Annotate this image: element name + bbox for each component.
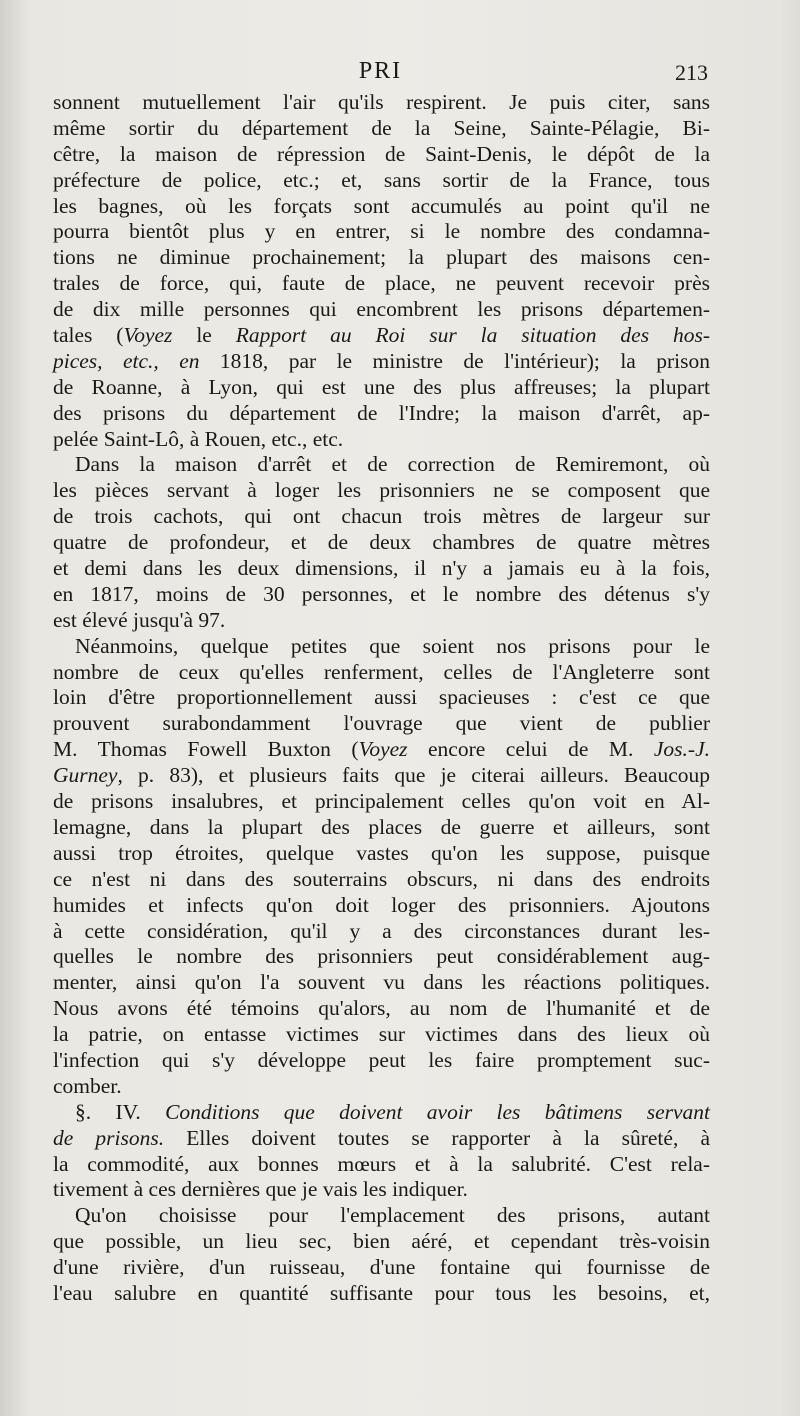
text-line: humides et infects qu'on doit loger des prisonniers. Ajoutons	[53, 892, 710, 917]
text-line	[53, 763, 710, 789]
text-line: lemagne, dans la plupart des places de guerre et ailleurs, sont	[53, 814, 710, 839]
text-run: Elles doivent toutes se rapporter à la sûreté, à	[164, 1125, 710, 1150]
text-line	[53, 1126, 710, 1152]
body-text	[53, 90, 710, 1307]
text-line: est élevé jusqu'à 97.	[53, 607, 226, 632]
text-line: de trois cachots, qui ont chacun trois mètres de largeur sur	[53, 504, 710, 529]
italic-text: Voyez	[123, 323, 173, 348]
text-run: tales (	[53, 323, 124, 348]
text-line: la commodité, aux bonnes mœurs et à la salubrité. C'est rela-	[53, 1151, 710, 1176]
text-line: pourra bientôt plus y en entrer, si le nombre des condamna-	[53, 219, 710, 244]
italic-text: Rapport au Roi sur la situation des hos-	[235, 323, 710, 348]
text-line: quatre de profondeur, et de deux chambres de quatre mètres	[53, 530, 710, 555]
text-line	[53, 349, 710, 375]
text-run: 1818, par le ministre de l'intérieur); la prison	[199, 348, 711, 373]
text-line: nombre de ceux qu'elles renferment, celles de l'Angleterre sont	[53, 659, 710, 684]
text-line: tivement à ces dernières que je vais les indiquer.	[53, 1177, 468, 1202]
text-line: quelles le nombre des prisonniers peut considérablement aug-	[53, 944, 710, 969]
text-line: aussi trop étroites, quelque vastes qu'on les suppose, puisque	[53, 840, 710, 865]
text-line: sonnent mutuellement l'air qu'ils respirent. Je puis citer, sans	[53, 90, 710, 114]
text-line: Nous avons été témoins qu'alors, au nom de l'humanité et de	[53, 996, 710, 1021]
italic-text: Conditions que doivent avoir les bâtimens servant	[165, 1099, 710, 1124]
text-line: prouvent surabondamment l'ouvrage que vient de publier	[53, 711, 710, 736]
text-line: l'infection qui s'y développe peut les faire promptement suc-	[53, 1047, 710, 1072]
italic-text: Jos.-J.	[653, 737, 710, 762]
text-line: la patrie, on entasse victimes sur victimes dans des lieux où	[53, 1022, 710, 1047]
text-run: encore celui de M.	[407, 737, 654, 762]
text-line: Néanmoins, quelque petites que soient nos prisons pour le	[75, 633, 710, 658]
italic-text: pices, etc., en	[53, 348, 200, 373]
text-run: §. IV.	[75, 1099, 166, 1124]
text-line	[53, 737, 710, 763]
text-line: menter, ainsi qu'on l'a souvent vu dans les réactions politiques.	[53, 970, 710, 995]
text-line: loin d'être proportionnellement aussi spacieuses : c'est ce que	[53, 685, 710, 710]
text-run: M. Thomas Fowell Buxton (	[53, 737, 359, 762]
text-line: de Roanne, à Lyon, qui est une des plus affreuses; la plupart	[53, 374, 710, 399]
text-line: trales de force, qui, faute de place, ne peuvent recevoir près	[53, 271, 710, 296]
text-line: à cette considération, qu'il y a des circonstances durant les-	[53, 918, 710, 943]
page-number: 213	[675, 60, 708, 85]
text-line: et demi dans les deux dimensions, il n'y a jamais eu à la fois,	[53, 556, 710, 581]
text-line: pelée Saint-Lô, à Rouen, etc., etc.	[53, 426, 344, 451]
italic-text: Gurney	[53, 763, 118, 788]
text-line: que possible, un lieu sec, bien aéré, et cependant très-voisin	[53, 1229, 710, 1254]
text-line: cêtre, la maison de répression de Saint-Denis, le dépôt de la	[53, 141, 710, 166]
text-line: Qu'on choisisse pour l'emplacement des prisons, autant	[75, 1203, 710, 1228]
text-line: ce n'est ni dans des souterrains obscurs, ni dans des endroits	[53, 866, 710, 891]
text-line	[53, 323, 710, 349]
italic-text: de prisons.	[53, 1125, 165, 1150]
running-title: PRI	[358, 58, 403, 84]
text-line: en 1817, moins de 30 personnes, et le nombre des détenus s'y	[53, 581, 710, 606]
page-header	[53, 58, 708, 90]
text-line: de prisons insalubres, et principalement celles qu'on voit en Al-	[53, 789, 710, 814]
text-line: les pièces servant à loger les prisonniers ne se composent que	[53, 478, 710, 503]
text-line	[53, 1100, 710, 1126]
text-run: le	[172, 323, 236, 348]
text-line: comber.	[53, 1073, 122, 1098]
text-run: , p. 83), et plusieurs faits que je citerai ailleurs. Beaucoup	[117, 763, 710, 788]
text-line: d'une rivière, d'un ruisseau, d'une fontaine qui fournisse de	[53, 1255, 710, 1280]
text-line: Dans la maison d'arrêt et de correction de Remiremont, où	[75, 452, 710, 477]
text-line: préfecture de police, etc.; et, sans sortir de la France, tous	[53, 167, 710, 192]
text-line: les bagnes, où les forçats sont accumulés au point qu'il ne	[53, 193, 710, 218]
text-line: des prisons du département de l'Indre; la maison d'arrêt, ap-	[53, 400, 710, 425]
text-line: de dix mille personnes qui encombrent les prisons départemen-	[53, 297, 710, 322]
text-line: même sortir du département de la Seine, Sainte-Pélagie, Bi-	[53, 115, 710, 140]
text-line: l'eau salubre en quantité suffisante pour tous les besoins, et,	[53, 1280, 710, 1305]
text-line: tions ne diminue prochainement; la plupart des maisons cen-	[53, 245, 710, 270]
italic-text: Voyez	[358, 737, 408, 762]
